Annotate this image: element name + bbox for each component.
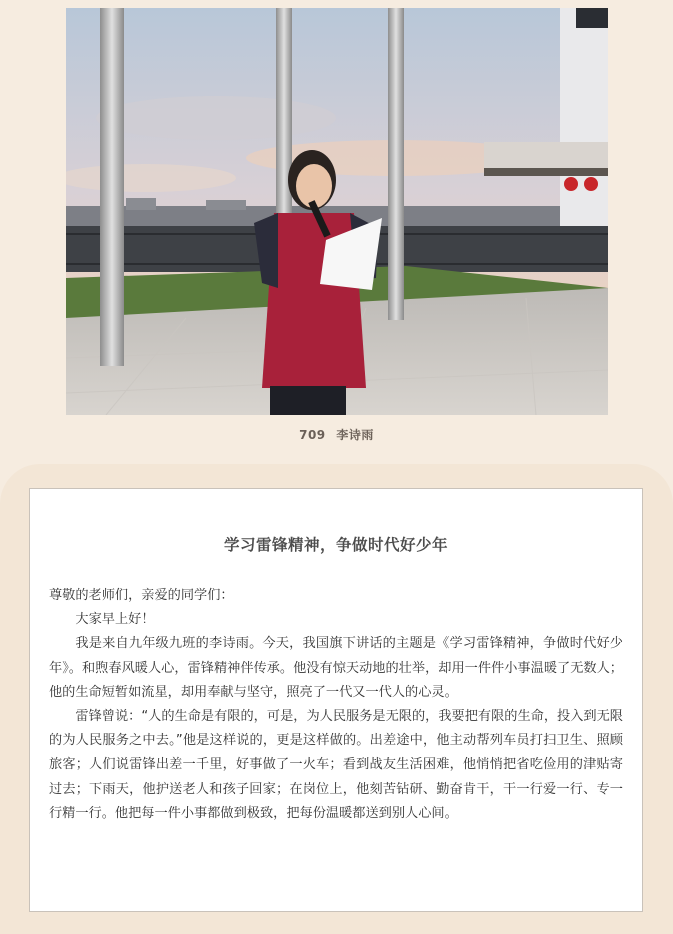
caption-class: 709: [299, 428, 326, 442]
article-title: 学习雷锋精神，争做时代好少年: [223, 536, 448, 554]
photo-caption: [0, 426, 673, 443]
greeting: 大家早上好！: [75, 612, 155, 628]
paragraph: 我是来自九年级九班的李诗雨。今天，我国旗下讲话的主题是《学习雷锋精神，争做时代好少年》。和煦春风暖人心，雷锋精神伴传承。他没有惊天动地的壮举，却用一件件小事温暖了无数人；他的生命短暂如流星，却用奉献与坚守，照亮了一代又一代人的心灵。: [49, 636, 623, 700]
paragraph: 雷锋曾说：“人的生命是有限的，可是，为人民服务是无限的，我要把有限的生命，投入到无限的为人民服务之中去。”他是这样说的，更是这样做的。出差途中，他主动帮列车员打扫卫生、照顾旅客；人们说雷锋出差一千里，好事做了一火车；看到战友生活困难，他悄悄把省吃俭用的津贴寄过去；下雨天，他护送老人和孩子回家；在岗位上，他刻苦钻研、勤奋肯干，干一行爱一行、专一行精一行。他把每一件小事都做到极致，把每份温暖都送到别人心间。: [49, 709, 623, 821]
salutation: 尊敬的老师们，亲爱的同学们：: [49, 588, 234, 603]
speech-card: [29, 488, 643, 912]
caption-name: 李诗雨: [336, 428, 374, 442]
article-body: [49, 584, 623, 826]
flag-ceremony-scene: [66, 8, 608, 415]
speaker-photo: [66, 8, 608, 415]
